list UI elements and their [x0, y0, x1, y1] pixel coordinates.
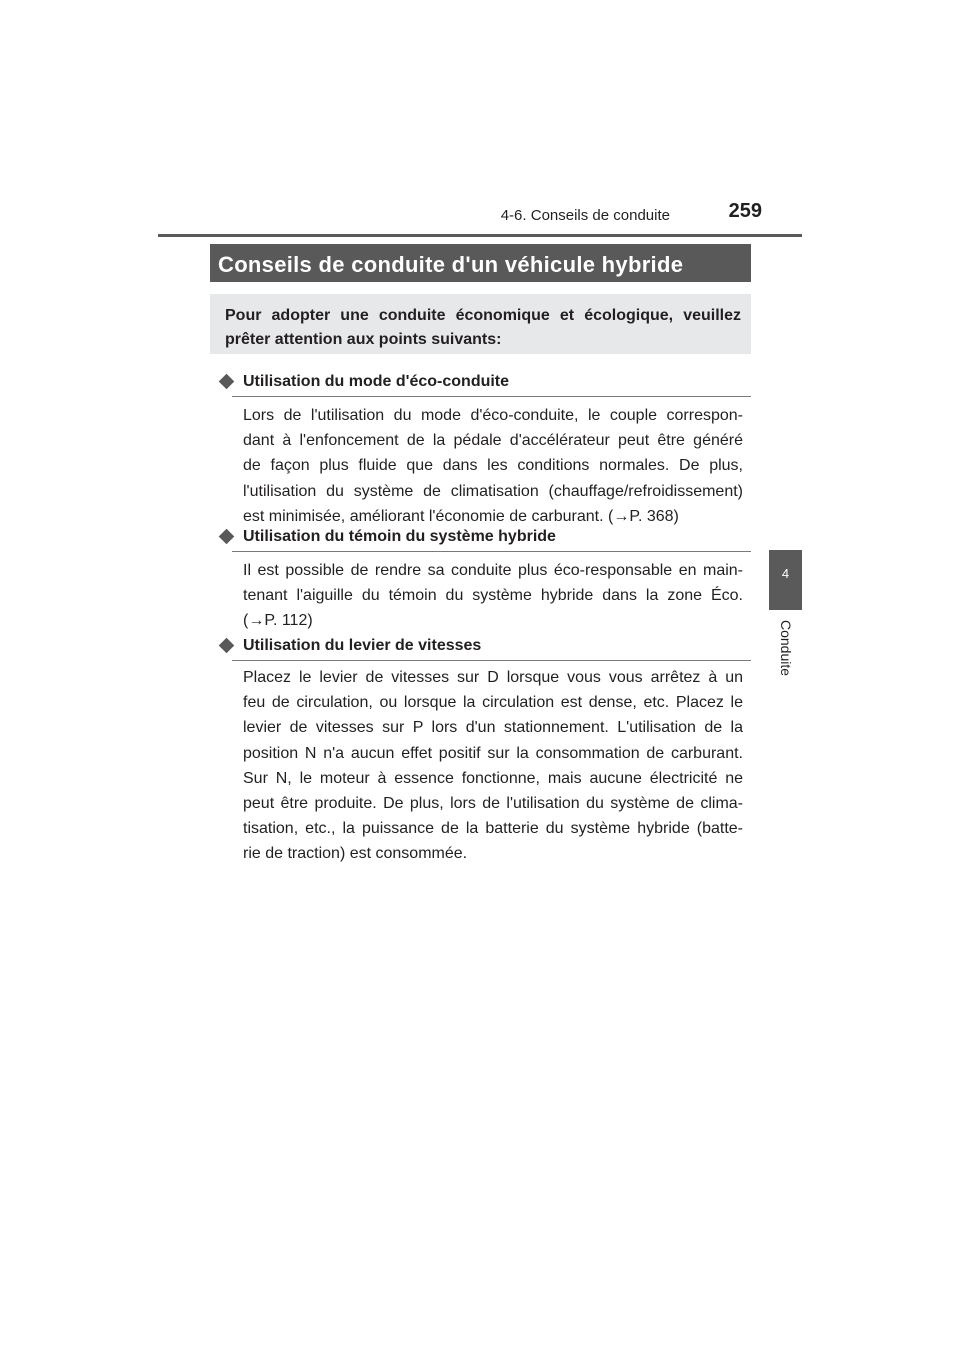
paragraph-line: Il est possible de rendre sa conduite plus éco-responsable en main-	[243, 562, 743, 579]
chapter-label: Conduite	[778, 619, 794, 677]
paragraph-line: Lors de l'utilisation du mode d'éco-conduite, le couple correspon-	[243, 407, 743, 424]
section-divider	[232, 551, 751, 552]
paragraph-line: peut être produite. De plus, lors de l'utilisation du système de clima-	[243, 794, 743, 812]
chapter-number: 4	[781, 566, 790, 581]
intro-text: Pour adopter une conduite économique et écologique, veuillez prêter attention aux points suivants:	[225, 307, 741, 348]
paragraph-line: rie de traction) est consommée.	[243, 845, 468, 863]
section-paragraph	[243, 558, 743, 634]
paragraph-line: l'utilisation du système de climatisation (chauffage/refroidissement)	[243, 482, 743, 500]
section-divider	[232, 396, 751, 397]
section-heading: Utilisation du témoin du système hybride	[243, 528, 556, 545]
paragraph-line: levier de vitesses sur P lors d'un stationnement. L'utilisation de la	[243, 719, 743, 737]
section-paragraph	[243, 665, 743, 867]
section-label: 4-6. Conseils de conduite	[500, 207, 670, 224]
paragraph-line: dant à l'enfoncement de la pédale d'accélérateur peut être généré	[243, 432, 743, 450]
section-heading: Utilisation du mode d'éco-conduite	[243, 373, 510, 390]
section-divider	[232, 660, 751, 661]
paragraph-line: (→P. 112)	[243, 612, 313, 630]
diamond-bullet-icon	[219, 529, 235, 545]
section-heading: Utilisation du levier de vitesses	[243, 637, 482, 654]
paragraph-line: position N n'a aucun effet positif sur la consommation de carburant.	[243, 744, 743, 762]
page-number: 259	[728, 200, 762, 222]
page-title: Conseils de conduite d'un véhicule hybride	[218, 252, 684, 277]
diamond-bullet-icon	[219, 374, 235, 390]
paragraph-line: Sur N, le moteur à essence fonctionne, mais aucune électricité ne	[243, 769, 743, 787]
paragraph-line: tisation, etc., la puissance de la batterie du système hybride (batte-	[243, 820, 743, 838]
section-paragraph	[243, 403, 743, 529]
diamond-bullet-icon	[219, 638, 235, 654]
paragraph-line: feu de circulation, ou lorsque la circulation est dense, etc. Placez le	[243, 694, 743, 712]
paragraph-line: est minimisée, améliorant l'économie de carburant. (→P. 368)	[243, 507, 679, 525]
paragraph-line: Placez le levier de vitesses sur D lorsque vous vous arrêtez à un	[243, 669, 743, 686]
paragraph-line: de façon plus fluide que dans les conditions normales. De plus,	[243, 457, 743, 475]
paragraph-line: tenant l'aiguille du témoin du système hybride dans la zone Éco.	[243, 587, 743, 605]
